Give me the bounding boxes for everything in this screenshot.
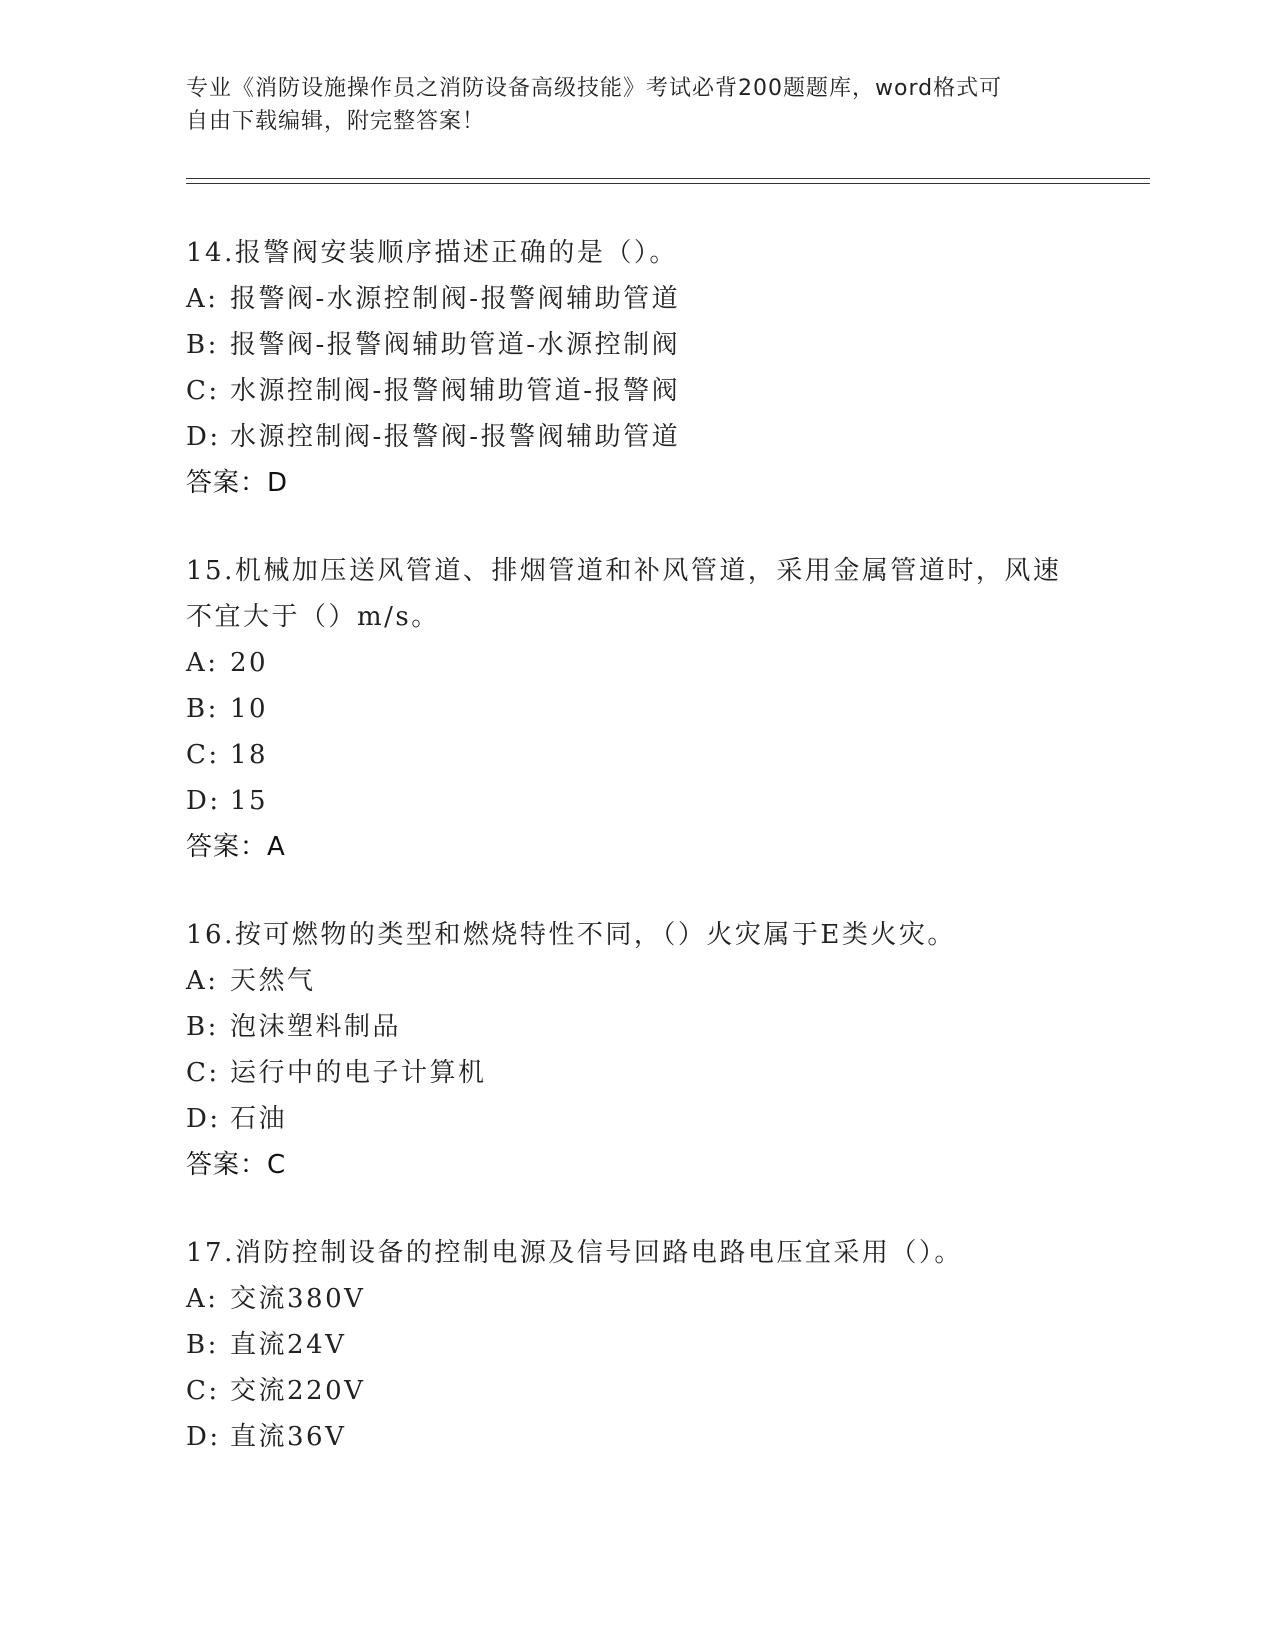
answer-line: 答案：C [186, 1150, 287, 1180]
option-letter: C: [186, 376, 220, 406]
header-divider-top [186, 178, 1150, 179]
question-14 [186, 230, 1086, 506]
option-text: 水源控制阀-报警阀-报警阀辅助管道 [230, 422, 681, 452]
answer-line: 答案：D [186, 468, 289, 498]
question-stem-continued: 不宜大于（）m/s。 [186, 602, 440, 632]
option-a [186, 276, 1086, 322]
answer-line: 答案：A [186, 832, 286, 862]
option-text: 报警阀-水源控制阀-报警阀辅助管道 [230, 284, 681, 314]
option-b [186, 322, 1086, 368]
option-text: 交流220V [230, 1376, 366, 1406]
option-a [186, 1276, 1086, 1322]
option-c [186, 1050, 1086, 1096]
option-letter: C: [186, 740, 220, 770]
option-text: 交流380V [230, 1284, 366, 1314]
option-letter: B: [186, 1330, 219, 1360]
option-letter: B: [186, 694, 219, 724]
option-text: 直流24V [230, 1330, 347, 1360]
option-letter: D: [186, 786, 221, 816]
option-text: 报警阀-报警阀辅助管道-水源控制阀 [230, 330, 681, 360]
option-d [186, 1414, 1086, 1460]
option-text: 直流36V [230, 1422, 347, 1452]
option-d [186, 1096, 1086, 1142]
option-a [186, 958, 1086, 1004]
question-stem: 14.报警阀安装顺序描述正确的是（）。 [186, 238, 678, 268]
option-letter: B: [186, 1012, 219, 1042]
option-b [186, 1322, 1086, 1368]
option-text: 水源控制阀-报警阀辅助管道-报警阀 [230, 376, 681, 406]
option-letter: D: [186, 1422, 221, 1452]
option-c [186, 368, 1086, 414]
option-text: 20 [230, 648, 269, 678]
question-15 [186, 548, 1086, 870]
option-text: 10 [230, 694, 269, 724]
option-text: 天然气 [230, 966, 316, 996]
question-16 [186, 912, 1086, 1188]
option-a [186, 640, 1086, 686]
option-letter: A: [186, 966, 219, 996]
header-divider-bottom [186, 183, 1150, 184]
option-letter: A: [186, 648, 219, 678]
option-text: 泡沫塑料制品 [230, 1012, 402, 1042]
question-stem: 17.消防控制设备的控制电源及信号回路电路电压宜采用（）。 [186, 1238, 963, 1268]
header-line-2: 自由下载编辑，附完整答案！ [186, 109, 486, 134]
option-b [186, 1004, 1086, 1050]
question-list [186, 230, 1086, 1502]
option-letter: B: [186, 330, 219, 360]
question-17 [186, 1230, 1086, 1460]
option-letter: C: [186, 1058, 220, 1088]
option-text: 18 [230, 740, 269, 770]
option-letter: A: [186, 284, 219, 314]
question-stem: 16.按可燃物的类型和燃烧特性不同，（）火灾属于E类火灾。 [186, 920, 956, 950]
option-b [186, 686, 1086, 732]
option-text: 15 [230, 786, 269, 816]
option-d [186, 414, 1086, 460]
header-line-1: 专业《消防设施操作员之消防设备高级技能》考试必背200题题库，word格式可 [186, 76, 1003, 101]
option-letter: D: [186, 1104, 221, 1134]
option-c [186, 1368, 1086, 1414]
option-letter: A: [186, 1284, 219, 1314]
option-d [186, 778, 1086, 824]
question-stem: 15.机械加压送风管道、排烟管道和补风管道，采用金属管道时，风速 [186, 556, 1062, 586]
option-text: 石油 [230, 1104, 288, 1134]
option-c [186, 732, 1086, 778]
option-letter: C: [186, 1376, 220, 1406]
option-letter: D: [186, 422, 221, 452]
document-header [186, 72, 1086, 138]
option-text: 运行中的电子计算机 [230, 1058, 487, 1088]
